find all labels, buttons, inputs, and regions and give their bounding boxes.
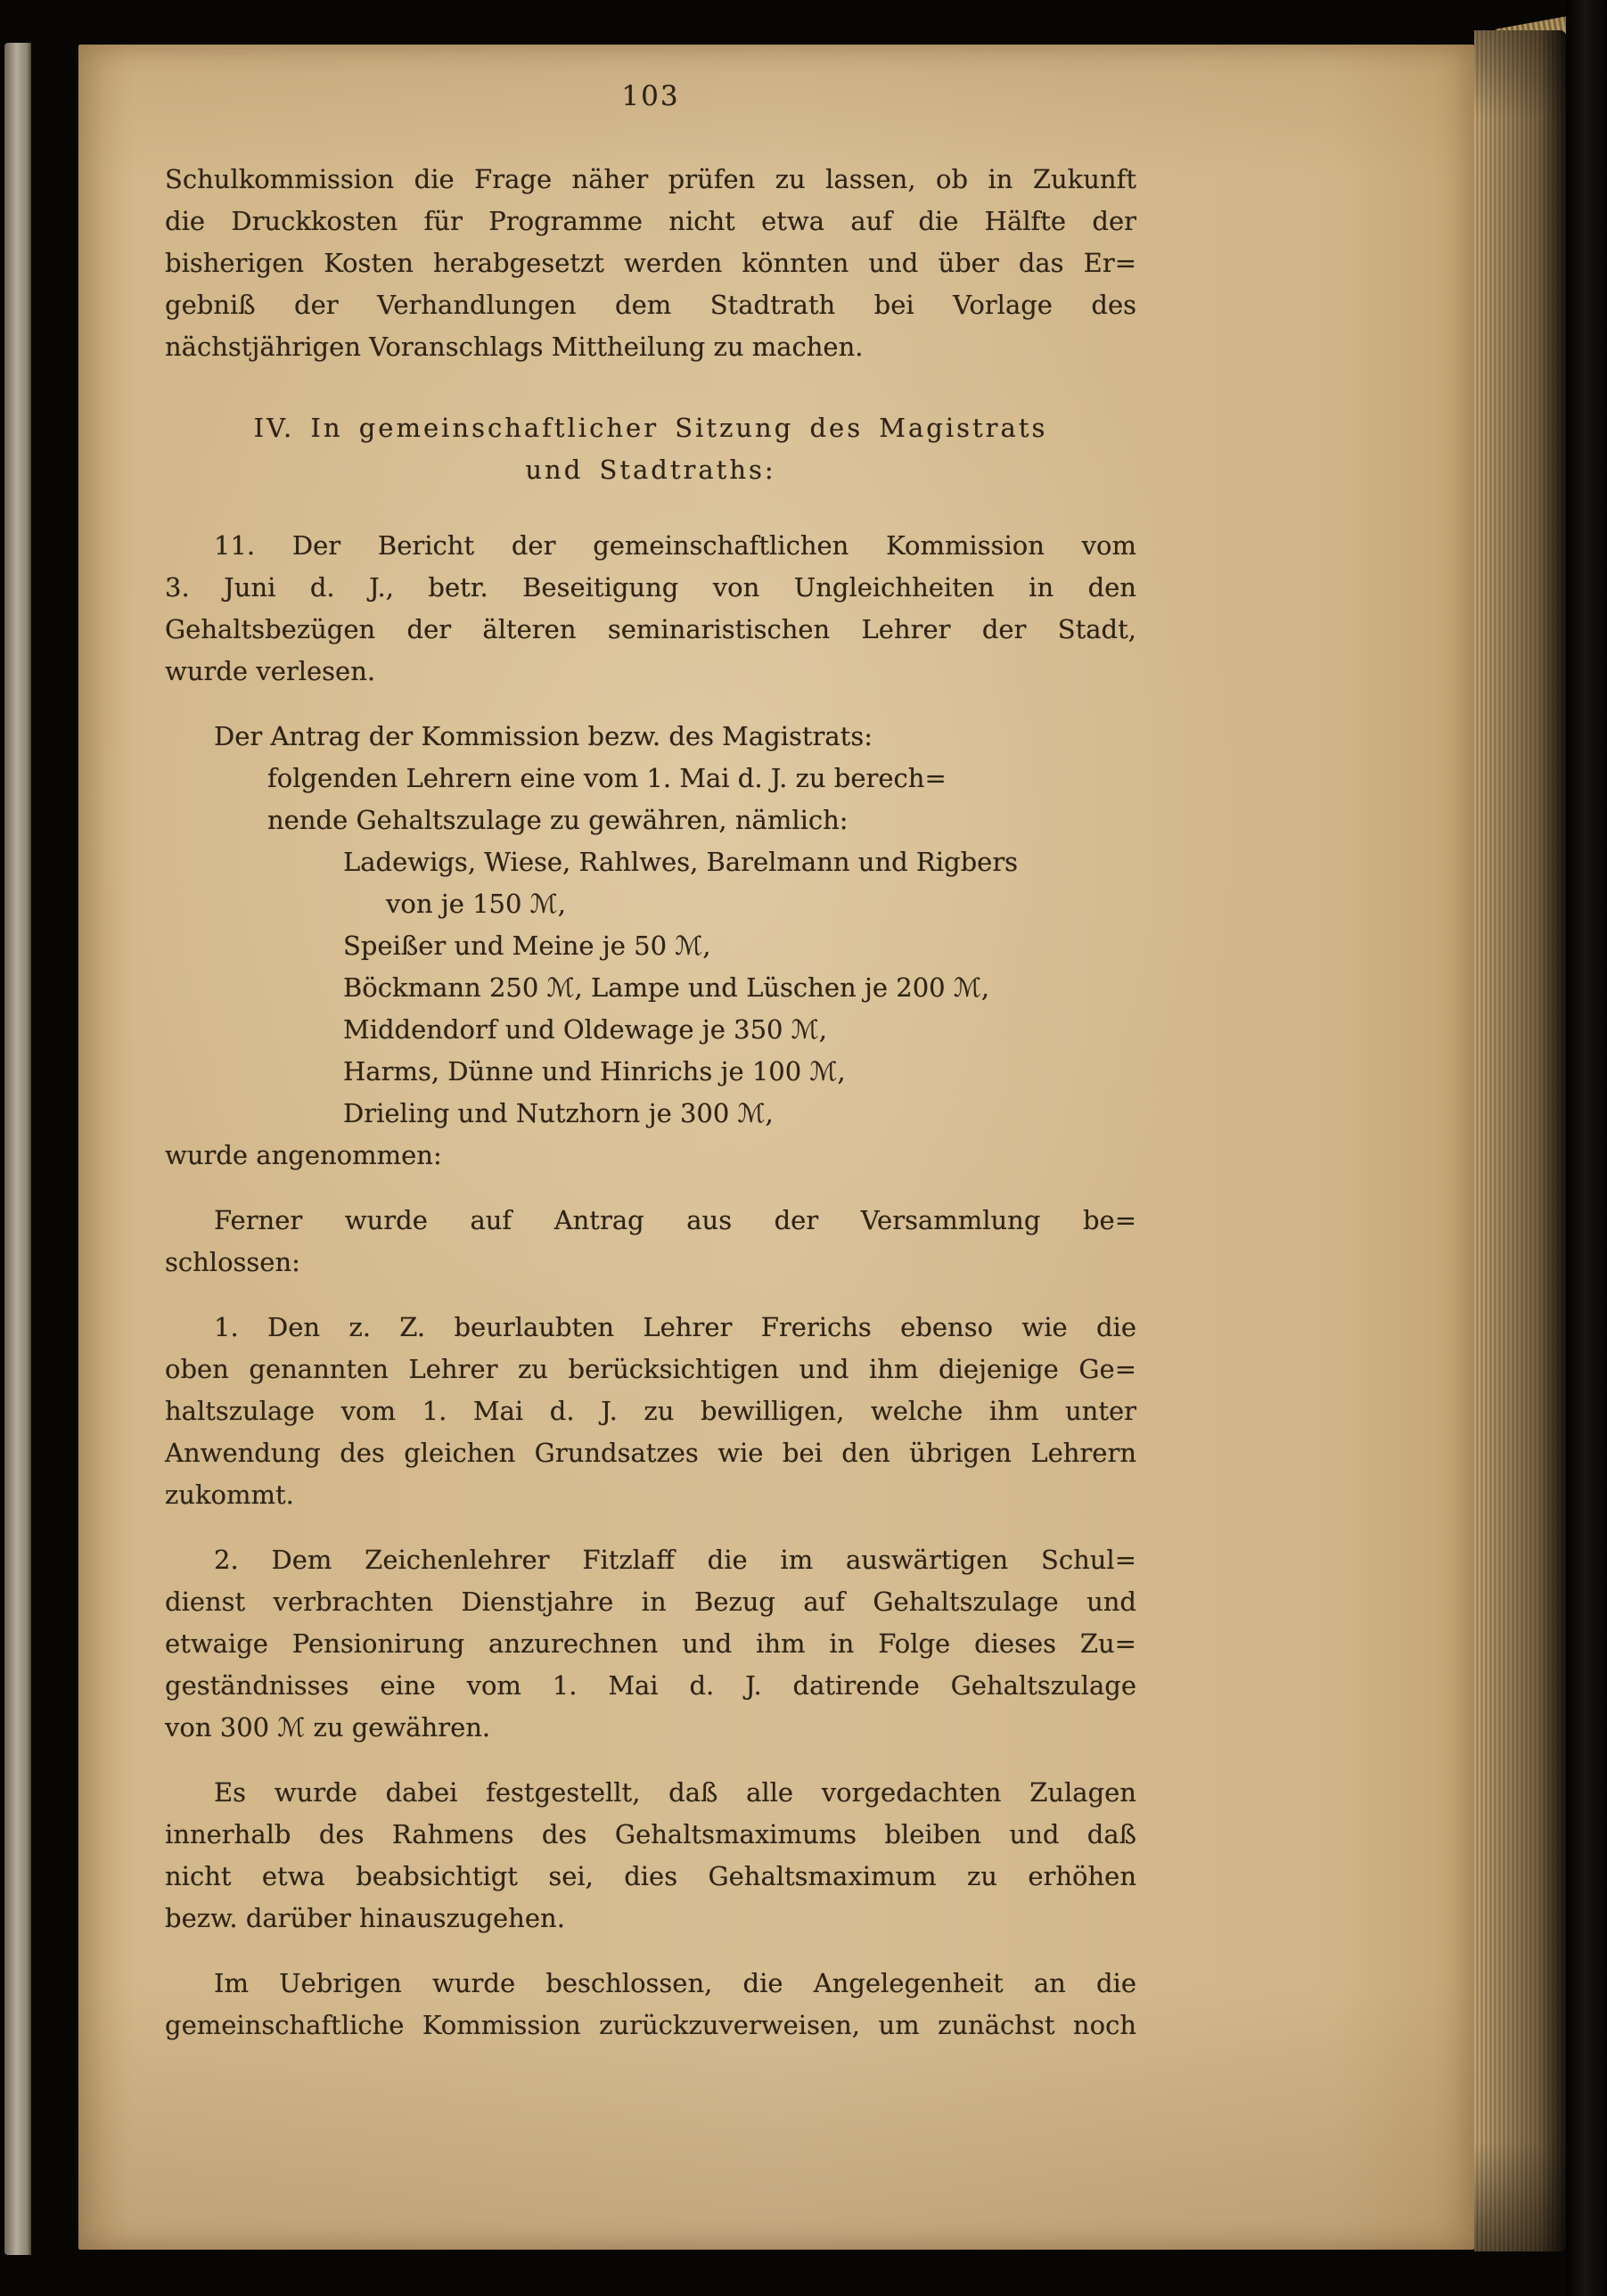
page-content: [165, 78, 1136, 2070]
text-line: Middendorf und Oldewage je 350 ℳ,: [343, 1014, 827, 1045]
text-line: etwaige Pensionirung anzurechnen und ihm in Folge dieses Zu=: [165, 1628, 1136, 1659]
paragraph: [165, 159, 1136, 368]
text-line: gebniß der Verhandlungen dem Stadtrath bei Vorlage des: [165, 290, 1136, 320]
text-line: bezw. darüber hinauszugehen.: [165, 1903, 565, 1933]
text-line: schlossen:: [165, 1247, 300, 1277]
text-line: nächstjährigen Voranschlags Mittheilung zu machen.: [165, 332, 864, 362]
text-line: nende Gehaltszulage zu gewähren, nämlich:: [267, 805, 849, 835]
text-line: Anwendung des gleichen Grundsatzes wie bei den übrigen Lehrern: [165, 1438, 1136, 1468]
text-line: Harms, Dünne und Hinrichs je 100 ℳ,: [343, 1056, 846, 1086]
page-stack-edge: [1474, 30, 1567, 2251]
text-line: von je 150 ℳ,: [386, 889, 566, 919]
text-line: wurde angenommen:: [165, 1140, 442, 1170]
text-line: Drieling und Nutzhorn je 300 ℳ,: [343, 1098, 774, 1128]
text-line: zukommt.: [165, 1480, 294, 1510]
book-cover-edge: [1566, 0, 1607, 2296]
text-line: nicht etwa beabsichtigt sei, dies Gehaltsmaximum zu erhöhen: [165, 1861, 1136, 1891]
paragraph: [165, 525, 1136, 693]
text-line: folgenden Lehrern eine vom 1. Mai d. J. zu berech=: [267, 763, 947, 793]
text-line: geständnisses eine vom 1. Mai d. J. datirende Gehaltszulage: [165, 1670, 1136, 1701]
paragraph: [165, 1539, 1136, 1749]
text-line: Gehaltsbezügen der älteren seminaristischen Lehrer der Stadt,: [165, 614, 1136, 644]
text-line: Schulkommission die Frage näher prüfen zu lassen, ob in Zukunft: [165, 164, 1136, 194]
text-line: Böckmann 250 ℳ, Lampe und Lüschen je 200 ℳ,: [343, 972, 990, 1003]
text-line: Speißer und Meine je 50 ℳ,: [343, 931, 711, 961]
text-line: 2. Dem Zeichenlehrer Fitzlaff die im auswärtigen Schul=: [214, 1545, 1136, 1575]
text-line: oben genannten Lehrer zu berücksichtigen und ihm diejenige Ge=: [165, 1354, 1136, 1384]
text-line: dienst verbrachten Dienstjahre in Bezug auf Gehaltszulage und: [165, 1587, 1136, 1617]
text-line: Ferner wurde auf Antrag aus der Versammlung be=: [214, 1205, 1136, 1235]
section-heading: [165, 407, 1136, 491]
text-blocks: [165, 159, 1136, 2046]
paragraph: [165, 1307, 1136, 1516]
paragraph: [165, 1200, 1136, 1283]
text-line: Ladewigs, Wiese, Rahlwes, Barelmann und Rigbers: [343, 847, 1019, 877]
text-line: 3. Juni d. J., betr. Beseitigung von Ungleichheiten in den: [165, 572, 1136, 603]
text-line: und Stadtraths:: [525, 455, 776, 485]
book-page: [78, 45, 1474, 2250]
text-line: die Druckkosten für Programme nicht etwa auf die Hälfte der: [165, 206, 1136, 236]
paragraph: [165, 1772, 1136, 1939]
text-line: 11. Der Bericht der gemeinschaftlichen Kommission vom: [214, 530, 1136, 561]
page-number: 103: [621, 80, 680, 112]
text-line: Es wurde dabei festgestellt, daß alle vorgedachten Zulagen: [214, 1777, 1136, 1808]
adjacent-page-edge: [4, 43, 31, 2255]
paragraph: [165, 1963, 1136, 2046]
text-line: Im Uebrigen wurde beschlossen, die Angelegenheit an die: [214, 1968, 1136, 1998]
text-line: gemeinschaftliche Kommission zurückzuverweisen, um zunächst noch: [165, 2010, 1136, 2040]
text-line: bisherigen Kosten herabgesetzt werden könnten und über das Er=: [165, 248, 1136, 278]
text-line: wurde verlesen.: [165, 656, 376, 686]
paragraph: [165, 716, 1136, 1177]
text-line: haltszulage vom 1. Mai d. J. zu bewilligen, welche ihm unter: [165, 1396, 1136, 1426]
text-line: IV. In gemeinschaftlicher Sitzung des Magistrats: [253, 413, 1048, 443]
text-line: Der Antrag der Kommission bezw. des Magistrats:: [214, 721, 873, 751]
text-line: 1. Den z. Z. beurlaubten Lehrer Frerichs ebenso wie die: [214, 1312, 1136, 1342]
text-line: von 300 ℳ zu gewähren.: [165, 1712, 491, 1742]
text-line: innerhalb des Rahmens des Gehaltsmaximums bleiben und daß: [165, 1819, 1136, 1849]
